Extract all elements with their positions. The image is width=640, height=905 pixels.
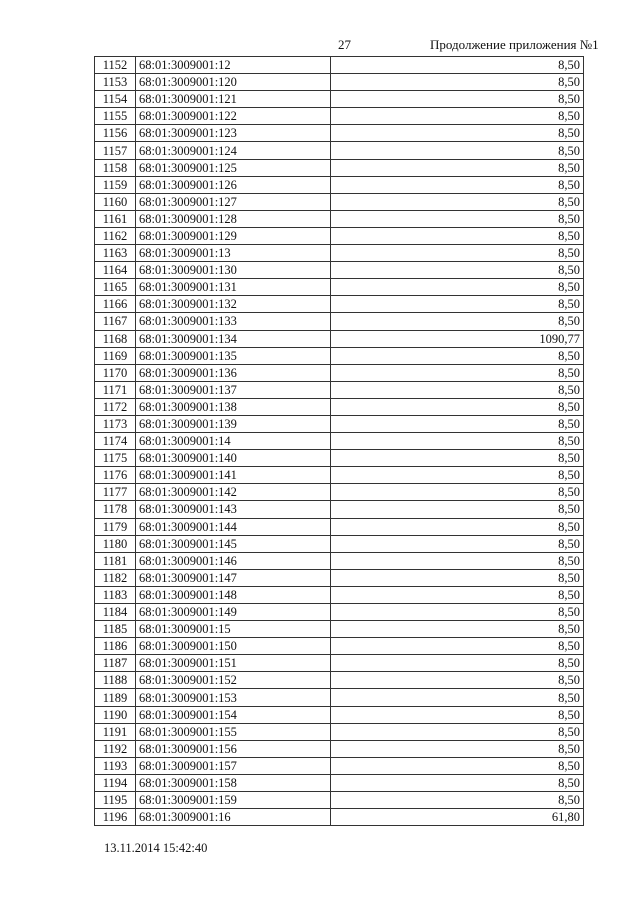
table-row [95,57,584,74]
row-number-cell: 1168 [95,330,136,347]
row-number-cell: 1175 [95,450,136,467]
table-row [95,381,584,398]
cadastral-number-cell: 68:01:3009001:136 [136,364,331,381]
cadastral-number-cell: 68:01:3009001:126 [136,176,331,193]
area-cell: 8,50 [331,210,584,227]
cadastral-number-cell: 68:01:3009001:158 [136,774,331,791]
area-cell: 8,50 [331,689,584,706]
cadastral-number-cell: 68:01:3009001:156 [136,740,331,757]
table-row [95,792,584,809]
row-number-cell: 1154 [95,91,136,108]
row-number-cell: 1196 [95,809,136,826]
cadastral-number-cell: 68:01:3009001:142 [136,484,331,501]
row-number-cell: 1173 [95,415,136,432]
row-number-cell: 1190 [95,706,136,723]
row-number-cell: 1167 [95,313,136,330]
table-row [95,262,584,279]
table-row [95,450,584,467]
area-cell: 8,50 [331,723,584,740]
table-row [95,142,584,159]
row-number-cell: 1162 [95,227,136,244]
area-cell: 8,50 [331,774,584,791]
cadastral-number-cell: 68:01:3009001:123 [136,125,331,142]
parcel-table-body [95,57,584,826]
row-number-cell: 1177 [95,484,136,501]
table-row [95,364,584,381]
area-cell: 8,50 [331,433,584,450]
cadastral-number-cell: 68:01:3009001:14 [136,433,331,450]
cadastral-number-cell: 68:01:3009001:125 [136,159,331,176]
cadastral-number-cell: 68:01:3009001:152 [136,672,331,689]
cadastral-number-cell: 68:01:3009001:133 [136,313,331,330]
cadastral-number-cell: 68:01:3009001:135 [136,347,331,364]
row-number-cell: 1184 [95,604,136,621]
row-number-cell: 1152 [95,57,136,74]
area-cell: 8,50 [331,552,584,569]
table-row [95,125,584,142]
area-cell: 8,50 [331,569,584,586]
row-number-cell: 1182 [95,569,136,586]
cadastral-number-cell: 68:01:3009001:146 [136,552,331,569]
row-number-cell: 1156 [95,125,136,142]
row-number-cell: 1153 [95,74,136,91]
row-number-cell: 1166 [95,296,136,313]
row-number-cell: 1193 [95,757,136,774]
area-cell: 61,80 [331,809,584,826]
cadastral-number-cell: 68:01:3009001:129 [136,227,331,244]
table-row [95,809,584,826]
table-row [95,313,584,330]
row-number-cell: 1180 [95,535,136,552]
row-number-cell: 1164 [95,262,136,279]
table-row [95,552,584,569]
cadastral-number-cell: 68:01:3009001:141 [136,467,331,484]
area-cell: 8,50 [331,415,584,432]
cadastral-number-cell: 68:01:3009001:154 [136,706,331,723]
area-cell: 8,50 [331,604,584,621]
table-row [95,621,584,638]
cadastral-number-cell: 68:01:3009001:139 [136,415,331,432]
area-cell: 8,50 [331,398,584,415]
cadastral-number-cell: 68:01:3009001:148 [136,586,331,603]
footer-timestamp: 13.11.2014 15:42:40 [104,841,208,855]
cadastral-number-cell: 68:01:3009001:16 [136,809,331,826]
row-number-cell: 1183 [95,586,136,603]
cadastral-number-cell: 68:01:3009001:134 [136,330,331,347]
table-row [95,689,584,706]
area-cell: 8,50 [331,672,584,689]
table-row [95,740,584,757]
table-row [95,723,584,740]
cadastral-number-cell: 68:01:3009001:153 [136,689,331,706]
row-number-cell: 1165 [95,279,136,296]
page-number: 27 [338,37,351,52]
table-row [95,535,584,552]
table-row [95,245,584,262]
cadastral-number-cell: 68:01:3009001:144 [136,518,331,535]
area-cell: 8,50 [331,501,584,518]
cadastral-number-cell: 68:01:3009001:145 [136,535,331,552]
table-row [95,91,584,108]
area-cell: 1090,77 [331,330,584,347]
cadastral-number-cell: 68:01:3009001:131 [136,279,331,296]
row-number-cell: 1171 [95,381,136,398]
area-cell: 8,50 [331,91,584,108]
cadastral-number-cell: 68:01:3009001:149 [136,604,331,621]
area-cell: 8,50 [331,518,584,535]
table-row [95,604,584,621]
cadastral-number-cell: 68:01:3009001:143 [136,501,331,518]
cadastral-number-cell: 68:01:3009001:122 [136,108,331,125]
cadastral-number-cell: 68:01:3009001:12 [136,57,331,74]
row-number-cell: 1158 [95,159,136,176]
row-number-cell: 1174 [95,433,136,450]
row-number-cell: 1159 [95,176,136,193]
area-cell: 8,50 [331,792,584,809]
cadastral-number-cell: 68:01:3009001:120 [136,74,331,91]
table-row [95,706,584,723]
parcel-table [94,56,584,826]
row-number-cell: 1176 [95,467,136,484]
row-number-cell: 1188 [95,672,136,689]
table-row [95,415,584,432]
area-cell: 8,50 [331,74,584,91]
row-number-cell: 1161 [95,210,136,227]
cadastral-number-cell: 68:01:3009001:157 [136,757,331,774]
table-row [95,672,584,689]
table-row [95,586,584,603]
row-number-cell: 1194 [95,774,136,791]
area-cell: 8,50 [331,484,584,501]
row-number-cell: 1192 [95,740,136,757]
area-cell: 8,50 [331,313,584,330]
row-number-cell: 1181 [95,552,136,569]
area-cell: 8,50 [331,535,584,552]
row-number-cell: 1172 [95,398,136,415]
cadastral-number-cell: 68:01:3009001:124 [136,142,331,159]
cadastral-number-cell: 68:01:3009001:147 [136,569,331,586]
table-row [95,296,584,313]
area-cell: 8,50 [331,638,584,655]
table-row [95,757,584,774]
row-number-cell: 1191 [95,723,136,740]
table-row [95,774,584,791]
area-cell: 8,50 [331,245,584,262]
area-cell: 8,50 [331,706,584,723]
cadastral-number-cell: 68:01:3009001:159 [136,792,331,809]
area-cell: 8,50 [331,757,584,774]
row-number-cell: 1186 [95,638,136,655]
cadastral-number-cell: 68:01:3009001:127 [136,193,331,210]
area-cell: 8,50 [331,296,584,313]
cadastral-number-cell: 68:01:3009001:128 [136,210,331,227]
page-caption: Продолжение приложения №1 [430,37,599,52]
table-row [95,210,584,227]
area-cell: 8,50 [331,279,584,296]
table-row [95,467,584,484]
table-row [95,484,584,501]
area-cell: 8,50 [331,381,584,398]
area-cell: 8,50 [331,142,584,159]
area-cell: 8,50 [331,159,584,176]
cadastral-number-cell: 68:01:3009001:137 [136,381,331,398]
cadastral-number-cell: 68:01:3009001:121 [136,91,331,108]
row-number-cell: 1157 [95,142,136,159]
row-number-cell: 1178 [95,501,136,518]
row-number-cell: 1189 [95,689,136,706]
row-number-cell: 1170 [95,364,136,381]
table-row [95,108,584,125]
cadastral-number-cell: 68:01:3009001:15 [136,621,331,638]
area-cell: 8,50 [331,176,584,193]
area-cell: 8,50 [331,227,584,244]
cadastral-number-cell: 68:01:3009001:151 [136,655,331,672]
area-cell: 8,50 [331,364,584,381]
table-row [95,655,584,672]
cadastral-number-cell: 68:01:3009001:132 [136,296,331,313]
area-cell: 8,50 [331,586,584,603]
table-row [95,518,584,535]
table-row [95,347,584,364]
area-cell: 8,50 [331,740,584,757]
row-number-cell: 1179 [95,518,136,535]
cadastral-number-cell: 68:01:3009001:13 [136,245,331,262]
table-row [95,398,584,415]
row-number-cell: 1169 [95,347,136,364]
table-row [95,159,584,176]
area-cell: 8,50 [331,621,584,638]
row-number-cell: 1195 [95,792,136,809]
area-cell: 8,50 [331,193,584,210]
table-row [95,501,584,518]
table-row [95,279,584,296]
cadastral-number-cell: 68:01:3009001:155 [136,723,331,740]
area-cell: 8,50 [331,655,584,672]
area-cell: 8,50 [331,262,584,279]
row-number-cell: 1160 [95,193,136,210]
table-row [95,330,584,347]
table-row [95,193,584,210]
cadastral-number-cell: 68:01:3009001:130 [136,262,331,279]
table-row [95,176,584,193]
row-number-cell: 1185 [95,621,136,638]
table-row [95,227,584,244]
row-number-cell: 1187 [95,655,136,672]
area-cell: 8,50 [331,450,584,467]
row-number-cell: 1163 [95,245,136,262]
area-cell: 8,50 [331,57,584,74]
table-row [95,569,584,586]
table-row [95,433,584,450]
area-cell: 8,50 [331,125,584,142]
cadastral-number-cell: 68:01:3009001:138 [136,398,331,415]
table-row [95,638,584,655]
parcel-table-container [94,56,584,826]
row-number-cell: 1155 [95,108,136,125]
table-row [95,74,584,91]
area-cell: 8,50 [331,347,584,364]
cadastral-number-cell: 68:01:3009001:150 [136,638,331,655]
cadastral-number-cell: 68:01:3009001:140 [136,450,331,467]
area-cell: 8,50 [331,108,584,125]
area-cell: 8,50 [331,467,584,484]
